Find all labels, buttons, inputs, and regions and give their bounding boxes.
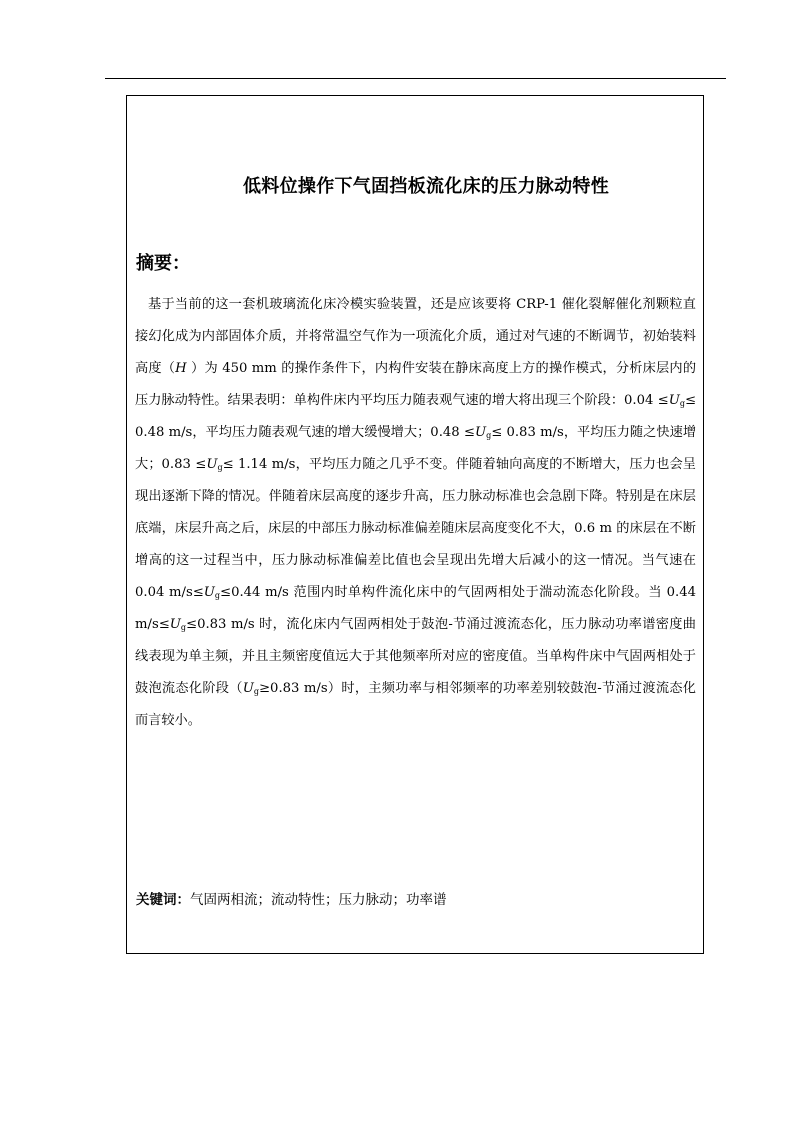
symbol-velocity: U [474, 425, 487, 440]
symbol-subscript: g [180, 623, 187, 632]
symbol-velocity: U [206, 457, 218, 472]
symbol-subscript: g [253, 687, 259, 696]
abstract-box [126, 95, 704, 954]
keywords-label: 关键词： [136, 892, 190, 908]
symbol-height: H [175, 361, 187, 376]
symbol-subscript: g [214, 591, 221, 600]
keywords-line [136, 889, 447, 911]
abstract-text: ≤0.83 m/s 时，流化床内气固两相处于鼓泡-节涌过渡流态化，压力脉动功率谱密度曲线表现为单主频，并且主频密度值远大于其他频率所对应的密度值。当单构件床中气固两相处于鼓泡流态化阶段（ [135, 617, 696, 696]
abstract-text: ≥0.83 m/s）时，主频功率与相邻频率的功率差别较鼓泡-节涌过渡流态化而言较小。 [135, 681, 696, 728]
abstract-text: ≤ 0.83 m/s，平均压力随之快速增大；0.83 ≤ [135, 425, 697, 472]
abstract-text: ≤ 1.14 m/s，平均压力随之几乎不变。伴随着轴向高度的不断增大，压力也会呈现出逐渐下降的情况。伴随着床层高度的逐步升高，压力脉动标准也会急剧下降。特别是在床层底端，床层升高之后，床层的中部压力脉动标准偏差随床层高度变化不大，0.6 m 的床层在不断增高的这一过程当中，压力脉动标准偏差比值也会呈现出先增大后减小的这一情况。当气速在 0.04 m/s≤ [135, 457, 696, 600]
abstract-heading: 摘要： [136, 253, 190, 274]
abstract-text: ≤0.44 m/s 范围内时单构件流化床中的气固两相处于湍动流态化阶段。当 0.44 m/s≤ [135, 585, 696, 632]
symbol-velocity: U [169, 617, 181, 632]
symbol-subscript: g [486, 431, 492, 440]
abstract-text: ）为 450 mm 的操作条件下，内构件安装在静床高度上方的操作模式，分析床层内的压力脉动特性。结果表明：单构件床内平均压力随表观气速的增大将出现三个阶段：0.04 ≤ [135, 361, 697, 408]
symbol-velocity: U [242, 681, 254, 696]
abstract-body [135, 289, 696, 737]
symbol-velocity: U [203, 585, 215, 600]
symbol-velocity: U [668, 393, 680, 408]
abstract-text: 基于当前的这一套机玻璃流化床冷模实验装置，还是应该要将 CRP-1 催化裂解催化剂颗粒直接幻化成为内部固体介质，并将常温空气作为一项流化介质，通过对气速的不断调节，初始装料高度（ [135, 297, 696, 376]
symbol-subscript: g [679, 399, 685, 408]
abstract-text: ≤ 0.48 m/s，平均压力随表观气速的增大缓慢增大；0.48 ≤ [135, 393, 696, 440]
symbol-subscript: g [217, 463, 223, 472]
paper-title: 低料位操作下气固挡板流化床的压力脉动特性 [243, 176, 609, 197]
header-rule [105, 78, 726, 79]
keywords-value: 气固两相流；流动特性；压力脉动；功率谱 [190, 892, 447, 908]
